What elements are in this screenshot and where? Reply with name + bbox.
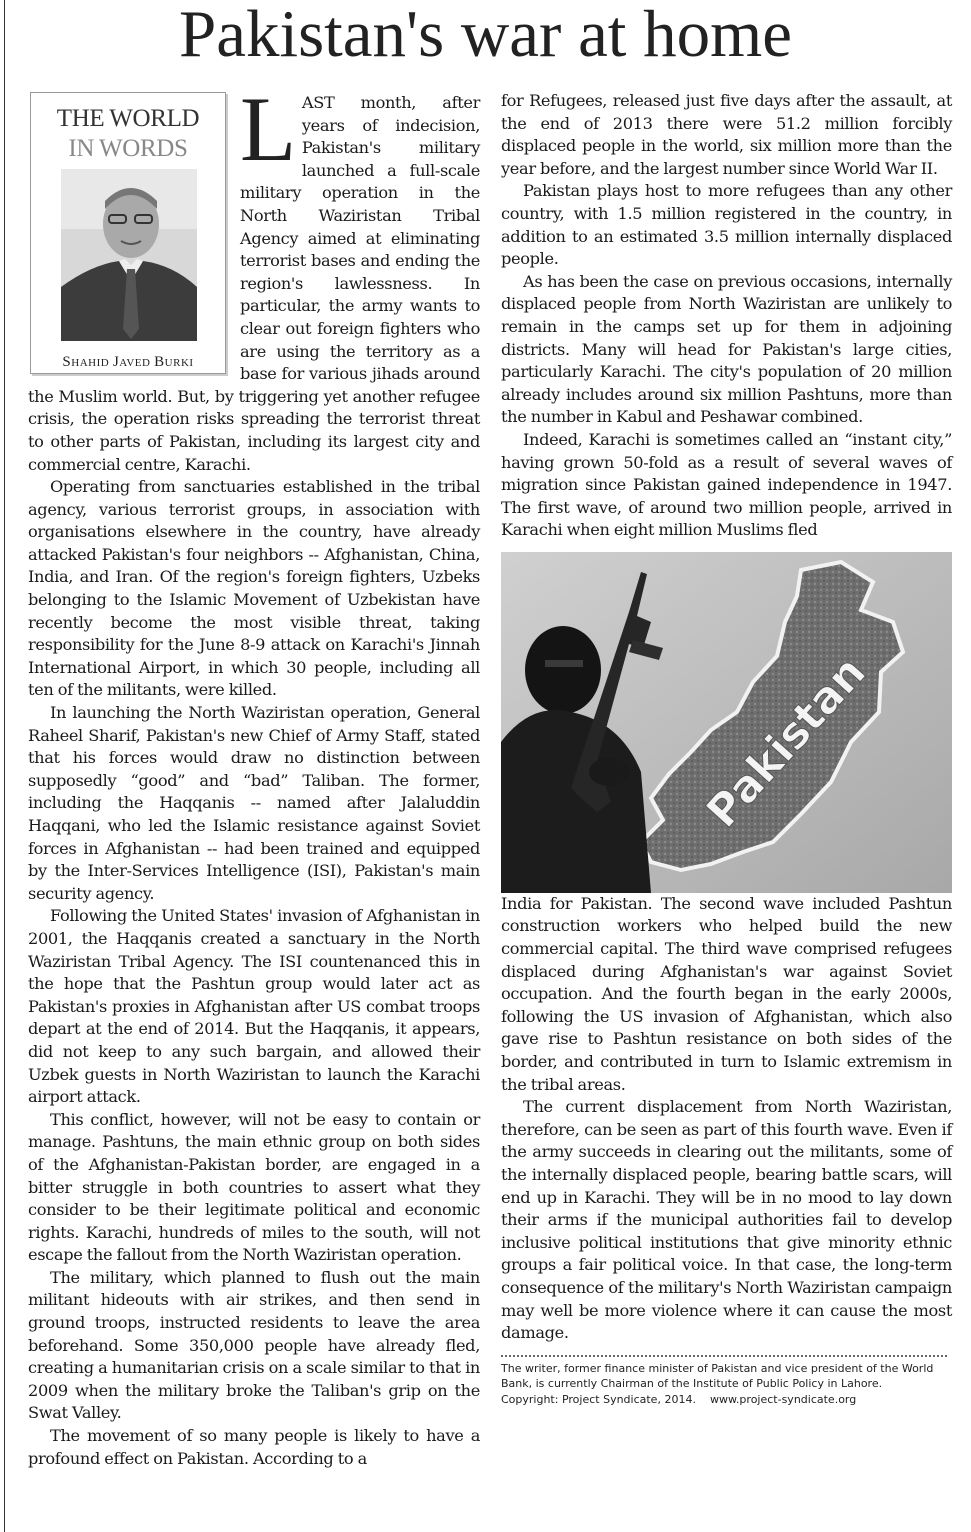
drop-cap: L [240,78,296,180]
rubric-line-2: IN WORDS [68,135,188,162]
credits-copyright: Copyright: Project Syndicate, 2014. [501,1392,696,1406]
paragraph-3: In launching the North Waziristan operation, General Raheel Sharif, Pakistan's new Chief of Army Staff, stated that his forces would draw no distinction between supposedly “good” and “bad” Taliban. The former, including the Haqqanis -- named after Jalaluddin Haqqani, who led the Islamic resistance against Soviet forces in Afghanistan -- had been trained and equipped by the Inter-Services Intelligence (ISI), Pakistan's main security agency. [28,703,480,903]
left-column [28,78,480,1470]
headline: Pakistan's war at home [178,0,793,71]
paragraph-7-continued: for Refugees, released just five days after the assault, at the end of 2013 there were 51.2 million forcibly displaced people in the world, six million more than the year before, and the largest number since World War II. [501,91,952,178]
paragraph-5: This conflict, however, will not be easy to contain or manage. Pashtuns, the main ethnic group on both sides of the Afghanistan-Pakistan border, are engaged in a bitter struggle in both countries to assert what they consider to be their legitimate political and economic rights. Karachi, hundreds of miles to the south, will not escape the fallout from the North Waziristan operation. [28,1109,480,1265]
paragraph-8: Pakistan plays host to more refugees than any other country, with 1.5 million registered in the country, in addition to an estimated 3.5 million internally displaced people. [501,181,952,269]
paragraph-10-continued: India for Pakistan. The second wave included Pashtun construction workers who helped build the new commercial capital. The third wave comprised refugees displaced during Afghanistan's war against Soviet occupation. And the fourth began in the early 2000s, following the US invasion of Afghanistan, which also gave rise to Pashtun resistance on both sides of the border, and contributed in turn to Islamic extremism in the tribal areas. [501,893,952,1094]
paragraph-7: The movement of so many people is likely to have a profound effect on Pakistan. According to a [28,1426,480,1468]
map-label: Pakistan [696,646,876,838]
credits-bio: The writer, former finance minister of Pakistan and vice president of the World Bank, is currently Chairman of the Institute of Public Policy in Lahore. [501,1361,934,1391]
dotted-divider [501,1355,947,1357]
rubric-line-1: THE WORLD [56,105,200,132]
paragraph-6: The military, which planned to flush out the main militant hideouts with air strikes, and then send in ground troops, instructed residents to leave the area beforehand. Some 350,000 people have already fled, creating a humanitarian crisis on a scale similar to that in 2009 when the military broke the Taliban's grip on the Swat Valley. [28,1267,480,1423]
right-column [501,90,952,1407]
page-border [4,0,5,1532]
author-name: Shahid Javed Burki [62,354,194,370]
paragraph-9: As has been the case on previous occasions, internally displaced people from North Waziristan are unlikely to remain in the camps set up for them in adjoining districts. Many will head for Pakistan's large cities, particularly Karachi. The city's population of 20 million already includes around six million Pashtuns, more than the number in Kabul and Peshawar combined. [501,271,952,427]
paragraph-2: Operating from sanctuaries established in the tribal agency, various terrorist groups, in association with organisations elsewhere in the country, have already attacked Pakistan's four neighbors -- Afghanistan, China, India, and Iran. Of the region's foreign fighters, Uzbeks belonging to the Islamic Movement of Uzbekistan have recently become the most visible threat, taking responsibility for the June 8-9 attack on Karachi's Jinnah International Airport, in which 30 people, including all ten of the militants, were killed. [28,477,480,700]
credits-url[interactable]: www.project-syndicate.org [709,1392,857,1406]
author-credits [501,1361,952,1408]
paragraph-4: Following the United States' invasion of Afghanistan in 2001, the Haqqanis created a sanctuary in the North Waziristan Tribal Agency. The ISI countenanced this in the hope that the Pashtun group would later act as Pakistan's proxies in Afghanistan after US combat troops depart at the end of 2014. But the Haqqanis, it appears, did not keep to any such bargain, and allowed their Uzbek guests in North Waziristan to launch the Karachi airport attack. [28,906,480,1107]
paragraph-1: AST month, after years of indecision, Pakistan's military launched a full-scale military operation in the North Waziristan Tribal Agency aimed at eliminating terrorist bases and ending the region's lawlessness. In particular, the army wants to clear out foreign fighters who are using the territory as a base for various jihads around the Muslim world. But, by triggering yet another refugee crisis, the operation risks spreading the terrorist threat to other parts of Pakistan, including its largest city and commercial centre, Karachi. [28,93,480,474]
author-portrait-icon [61,169,197,341]
author-box [30,92,226,374]
paragraph-10: Indeed, Karachi is sometimes called an “instant city,” having grown 50-fold as a result of several waves of migration since Pakistan gained independence in 1947. The first wave, of around two million people, arrived in Karachi when eight million Muslims fled [501,429,952,540]
article-illustration [501,552,952,893]
paragraph-11: The current displacement from North Waziristan, therefore, can be seen as part of this fourth wave. Even if the army succeeds in clearing out the militants, some of the internally displaced people, bearing battle scars, will end up in Karachi. They will be in no mood to lay down their arms if the municipal authorities fail to develop inclusive political institutions that give minority ethnic groups a fair political voice. In that case, the long-term consequence of the military's North Waziristan campaign may well be more violence where it can cause the most damage. [501,1097,952,1343]
